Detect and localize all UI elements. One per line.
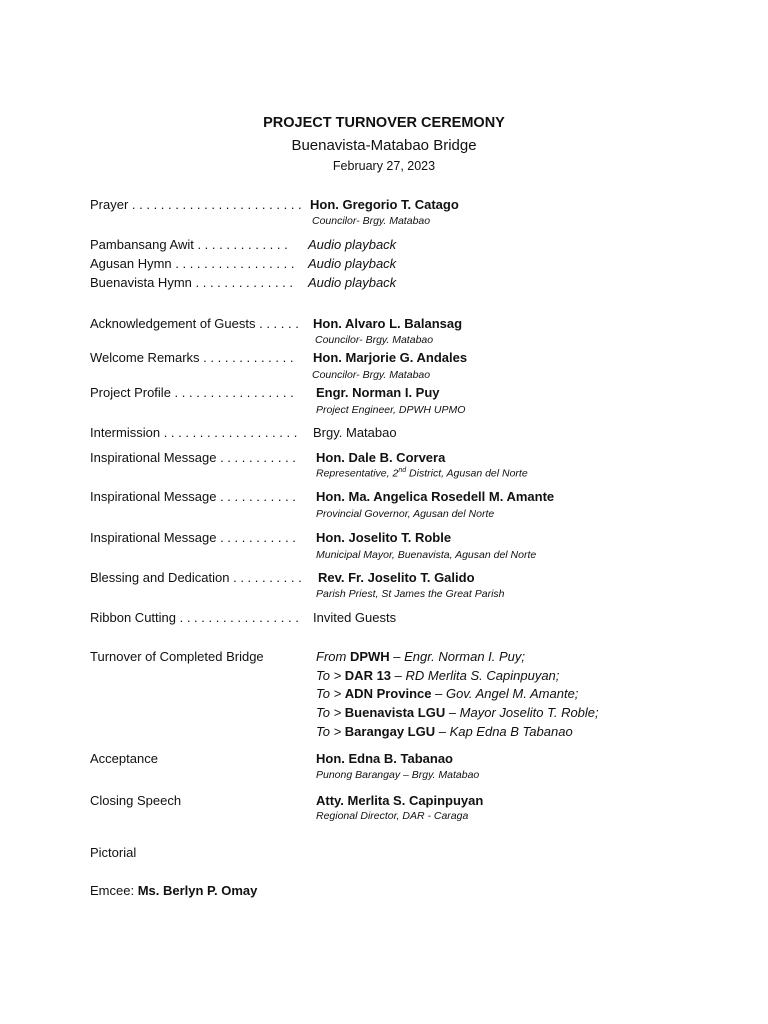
- pictorial-label: Pictorial: [90, 845, 137, 860]
- emcee-name: Ms. Berlyn P. Omay: [137, 883, 258, 898]
- program-item-name: Hon. Alvaro L. Balansag: [313, 316, 463, 331]
- turnover-line: To > DAR 13 – RD Merlita S. Capinpuyan;: [316, 668, 560, 683]
- program-item-label: Pambansang Awit . . . . . . . . . . . . .: [90, 237, 288, 252]
- closing-label: Closing Speech: [90, 793, 182, 808]
- program-item-name: Audio playback: [308, 256, 397, 271]
- acceptance-label: Acceptance: [90, 751, 158, 766]
- program-item-label: Inspirational Message . . . . . . . . . . .: [90, 489, 296, 504]
- turnover-line: To > ADN Province – Gov. Angel M. Amante;: [316, 686, 579, 701]
- closing-role: Regional Director, DAR - Caraga: [316, 810, 469, 822]
- program-item-name: Hon. Ma. Angelica Rosedell M. Amante: [316, 489, 555, 504]
- program-item-role: Municipal Mayor, Buenavista, Agusan del Norte: [316, 549, 537, 561]
- program-item-label: Welcome Remarks . . . . . . . . . . . . .: [90, 350, 294, 365]
- project-name: Buenavista-Matabao Bridge: [291, 137, 477, 154]
- program-item-name: Audio playback: [308, 237, 397, 252]
- program-item-name: Hon. Gregorio T. Catago: [310, 197, 459, 212]
- program-item-name: Engr. Norman I. Puy: [316, 385, 440, 400]
- program-item-label: Intermission . . . . . . . . . . . . . . . . . . .: [90, 425, 298, 440]
- program-item-label: Blessing and Dedication . . . . . . . . . .: [90, 570, 302, 585]
- program-item-name: Brgy. Matabao: [313, 425, 397, 440]
- program-item-name: Hon. Marjorie G. Andales: [313, 350, 468, 365]
- program-item-label: Buenavista Hymn . . . . . . . . . . . . . .: [90, 275, 294, 290]
- closing-name: Atty. Merlita S. Capinpuyan: [316, 793, 484, 808]
- acceptance-name: Hon. Edna B. Tabanao: [316, 751, 453, 766]
- program-item-label: Inspirational Message . . . . . . . . . . .: [90, 530, 296, 545]
- program-item-role: Councilor- Brgy. Matabao: [315, 334, 434, 346]
- turnover-label: Turnover of Completed Bridge: [90, 649, 264, 664]
- program-item-role: Representative, 2nd District, Agusan del Norte: [316, 467, 528, 480]
- turnover-line: To > Buenavista LGU – Mayor Joselito T. Roble;: [316, 705, 599, 720]
- program-item-label: Agusan Hymn . . . . . . . . . . . . . . . . .: [90, 256, 295, 271]
- program-item-label: Inspirational Message . . . . . . . . . . .: [90, 450, 296, 465]
- program-item-name: Hon. Dale B. Corvera: [316, 450, 446, 465]
- program-item-label: Project Profile . . . . . . . . . . . . . . . . .: [90, 385, 294, 400]
- program-item-label: Ribbon Cutting . . . . . . . . . . . . . . . . .: [90, 610, 299, 625]
- program-item-label: Acknowledgement of Guests . . . . . .: [90, 316, 299, 331]
- document-title: PROJECT TURNOVER CEREMONY: [263, 115, 505, 131]
- program-item-name: Rev. Fr. Joselito T. Galido: [318, 570, 475, 585]
- turnover-line: To > Barangay LGU – Kap Edna B Tabanao: [316, 724, 573, 739]
- emcee-label: Emcee:: [90, 883, 138, 898]
- program-item-name: Audio playback: [308, 275, 397, 290]
- program-item-role: Parish Priest, St James the Great Parish: [316, 588, 505, 600]
- emcee-line: [90, 883, 257, 898]
- acceptance-role: Punong Barangay – Brgy. Matabao: [316, 769, 480, 781]
- program-item-name: Invited Guests: [313, 610, 397, 625]
- program-item-role: Provincial Governor, Agusan del Norte: [316, 508, 495, 520]
- turnover-line: From DPWH – Engr. Norman I. Puy;: [316, 649, 526, 664]
- event-date: February 27, 2023: [332, 159, 436, 173]
- program-item-role: Councilor- Brgy. Matabao: [312, 215, 431, 227]
- program-item-name: Hon. Joselito T. Roble: [316, 530, 452, 545]
- program-item-role: Councilor- Brgy. Matabao: [312, 369, 431, 381]
- program-item-label: Prayer . . . . . . . . . . . . . . . . . . . . . . . .: [90, 197, 302, 212]
- program-item-role: Project Engineer, DPWH UPMO: [316, 404, 466, 416]
